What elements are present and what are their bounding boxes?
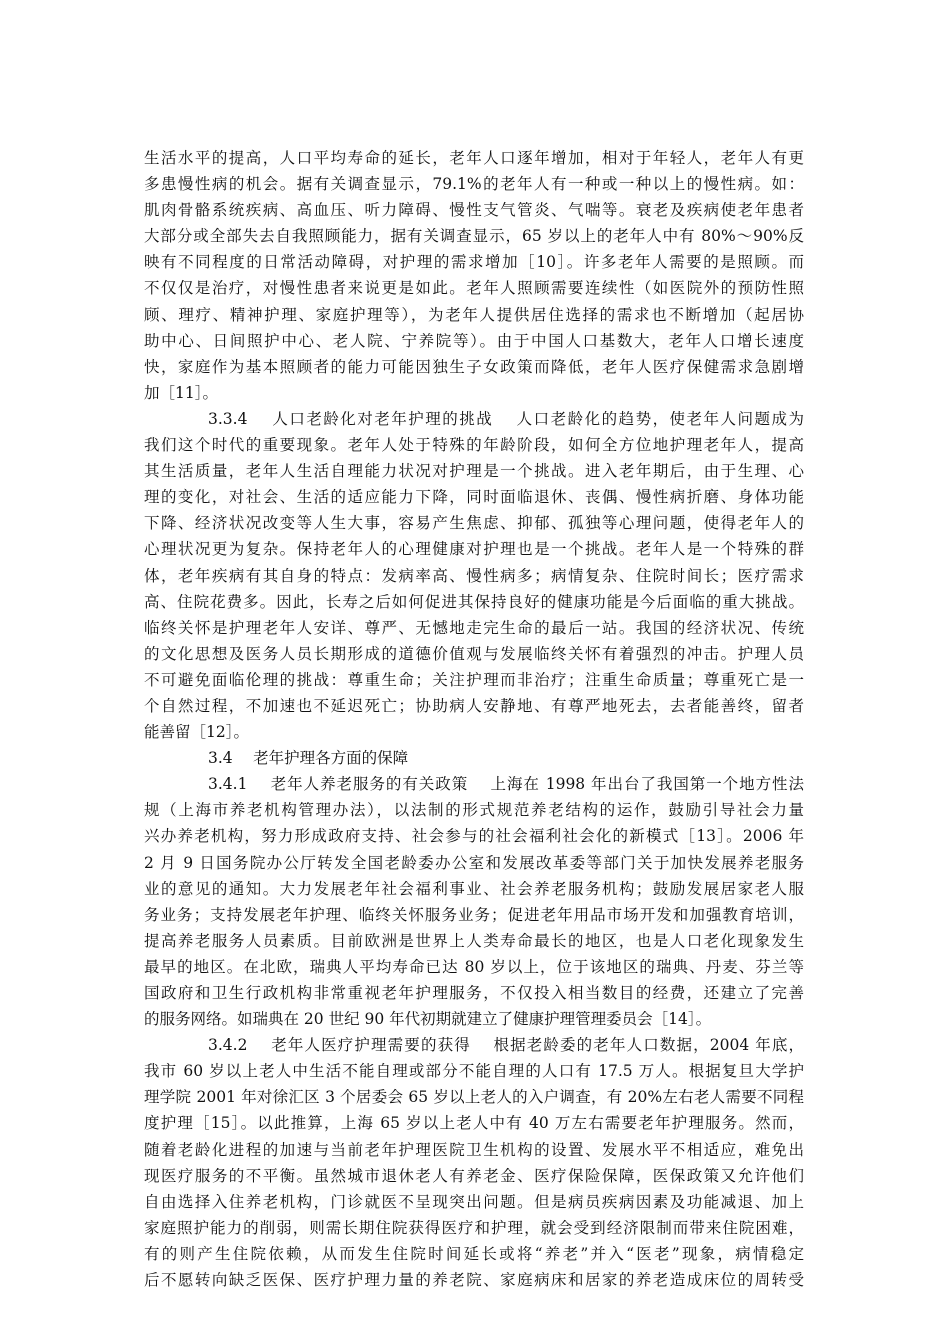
text-line: 业的意见的通知。大力发展老年社会福利事业、社会养老服务机构；鼓励发展居家老人服	[144, 879, 804, 898]
text-line: 生活水平的提高，人口平均寿命的延长，老年人口逐年增加，相对于年轻人，老年人有更	[144, 149, 804, 167]
text-line: 理的变化，对社会、生活的适应能力下降，同时面临退休、丧偶、慢性病折磨、身体功能	[144, 488, 804, 507]
text-line: 肌肉骨骼系统疾病、高血压、听力障碍、慢性支气管炎、气喘等。衰老及疾病使老年患者	[144, 201, 804, 220]
text-line: 临终关怀是护理老年人安详、尊严、无憾地走完生命的最后一站。我国的经济状况、传统	[144, 618, 804, 637]
text-line: 多患慢性病的机会。据有关调查显示，79.1%的老年人有一种或一种以上的慢性病。如：	[144, 175, 804, 194]
text-line: 我市 60 岁以上老人中生活不能自理或部分不能自理的人口有 17.5 万人。根据复旦大学护	[144, 1062, 804, 1081]
text-line: 自由选择入住养老机构，门诊就医不呈现突出问题。但是病员疾病因素及功能减退、加上	[144, 1192, 804, 1211]
text-line: 国政府和卫生行政机构非常重视老年护理服务，不仅投入相当数目的经费，还建立了完善	[144, 984, 804, 1002]
text-line: 理学院 2001 年对徐汇区 3 个居委会 65 岁以上老人的入户调查，有 20%左右老人需要不同程	[144, 1088, 804, 1107]
text-line: 务业务；支持发展老年护理、临终关怀服务业务；促进老年用品市场开发和加强教育培训，	[144, 905, 804, 924]
text-line: 2 月 9 日国务院办公厅转发全国老龄委办公室和发展改革委等部门关于加快发展养老服务	[144, 853, 804, 872]
text-line: 3.4.1 老年人养老服务的有关政策 上海在 1998 年出台了我国第一个地方性法	[208, 775, 804, 794]
text-line: 高、住院花费多。因此，长寿之后如何促进其保持良好的健康功能是今后面临的重大挑战。	[144, 592, 804, 611]
text-line: 我们这个时代的重要现象。老年人处于特殊的年龄阶段，如何全方位地护理老年人，提高	[144, 436, 804, 455]
text-line: 兴办养老机构，努力形成政府支持、社会参与的社会福利社会化的新模式［13］。2006 年	[144, 827, 804, 846]
text-line: 有的则产生住院依赖，从而发生住院时间延长或将“养老”并入“医老”现象，病情稳定	[144, 1244, 804, 1263]
text-line: 能善留［12］。	[144, 723, 249, 742]
text-line: 心理状况更为复杂。保持老年人的心理健康对护理也是一个挑战。老年人是一个特殊的群	[144, 540, 804, 559]
text-line: 其生活质量，老年人生活自理能力状况对护理是一个挑战。进入老年期后，由于生理、心	[144, 462, 804, 481]
text-line: 个自然过程，不加速也不延迟死亡；协助病人安静地、有尊严地死去，去者能善终，留者	[144, 696, 804, 715]
text-line: 顾、理疗、精神护理、家庭护理等），为老年人提供居住选择的需求也不断增加（起居协	[144, 305, 804, 324]
text-line: 的服务网络。如瑞典在 20 世纪 90 年代初期就建立了健康护理管理委员会［14］。	[144, 1010, 712, 1029]
text-line: 不可避免面临伦理的挑战：尊重生命；关注护理而非治疗；注重生命质量；尊重死亡是一	[144, 670, 804, 689]
text-line: 后不愿转向缺乏医保、医疗护理力量的养老院、家庭病床和居家的养老造成床位的周转受	[144, 1271, 804, 1290]
text-line: 规（上海市养老机构管理办法），以法制的形式规范养老结构的运作，鼓励引导社会力量	[144, 801, 804, 820]
text-line: 提高养老服务人员素质。目前欧洲是世界上人类寿命最长的地区，也是人口老化现象发生	[144, 931, 804, 950]
text-line: 最早的地区。在北欧，瑞典人平均寿命已达 80 岁以上，位于该地区的瑞典、丹麦、芬兰等	[144, 957, 804, 976]
document-page	[144, 145, 804, 1293]
text-line: 助中心、日间照护中心、老人院、宁养院等）。由于中国人口基数大，老年人口增长速度	[144, 331, 804, 350]
text-line: 家庭照护能力的削弱，则需长期住院获得医疗和护理，就会受到经济限制而带来住院困难，	[144, 1218, 804, 1237]
text-line: 3.3.4 人口老龄化对老年护理的挑战 人口老龄化的趋势，使老年人问题成为	[208, 409, 804, 428]
text-line: 3.4 老年护理各方面的保障	[208, 749, 409, 768]
text-line: 度护理［15］。以此推算，上海 65 岁以上老人中有 40 万左右需要老年护理服务。然而，	[144, 1114, 804, 1133]
text-line: 映有不同程度的日常活动障碍，对护理的需求增加［10］。许多老年人需要的是照顾。而	[144, 253, 804, 272]
text-line: 不仅仅是治疗，对慢性患者来说更是如此。老年人照顾需要连续性（如医院外的预防性照	[144, 279, 804, 298]
text-line: 体，老年疾病有其自身的特点：发病率高、慢性病多；病情复杂、住院时间长；医疗需求	[144, 566, 804, 585]
text-line: 的文化思想及医务人员长期形成的道德价值观与发展临终关怀有着强烈的冲击。护理人员	[144, 644, 804, 663]
text-line: 快，家庭作为基本照顾者的能力可能因独生子女政策而降低，老年人医疗保健需求急剧增	[144, 357, 804, 376]
text-line: 下降、经济状况改变等人生大事，容易产生焦虑、抑郁、孤独等心理问题，使得老年人的	[144, 514, 804, 533]
text-line: 随着老龄化进程的加速与当前老年护理医院卫生机构的设置、发展水平不相适应，难免出	[144, 1140, 804, 1159]
text-line: 3.4.2 老年人医疗护理需要的获得 根据老龄委的老年人口数据，2004 年底，	[208, 1036, 804, 1055]
text-line: 大部分或全部失去自我照顾能力，据有关调查显示，65 岁以上的老年人中有 80%～90%反	[144, 227, 804, 246]
text-line: 加［11］。	[144, 383, 218, 402]
text-line: 现医疗服务的不平衡。虽然城市退休老人有养老金、医疗保险保障，医保政策又允许他们	[144, 1166, 804, 1185]
